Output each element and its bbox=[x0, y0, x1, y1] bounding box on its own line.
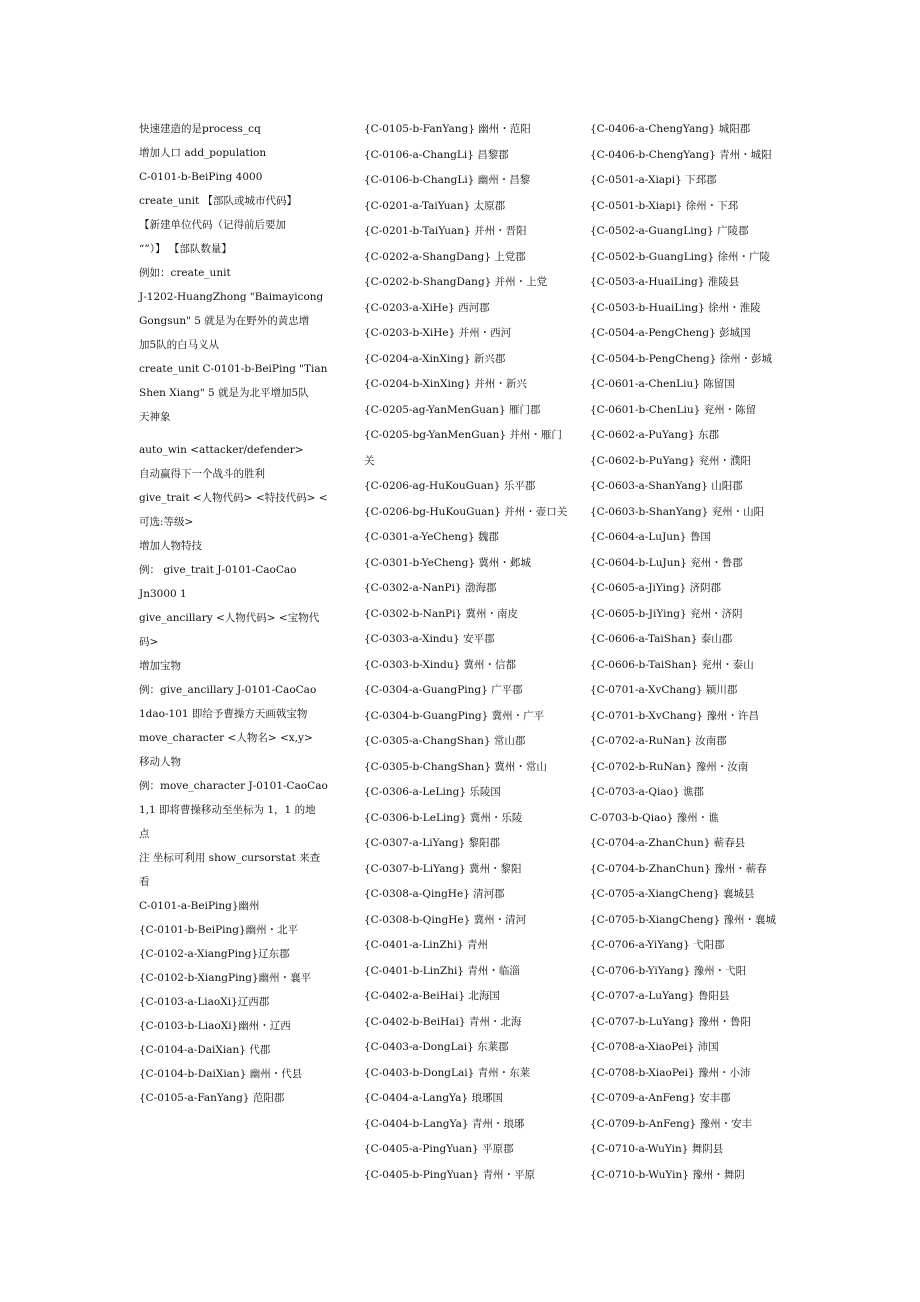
right-column-line: {C-0707-a-LuYang} 鲁阳县 bbox=[590, 990, 730, 1002]
middle-column-line: {C-0105-b-FanYang} 幽州・范阳 bbox=[364, 123, 531, 135]
left-column-line: 例：give_ancillary J-0101-CaoCao bbox=[139, 684, 317, 696]
middle-column-line: {C-0106-a-ChangLi} 昌黎郡 bbox=[364, 148, 509, 161]
right-column-line: {C-0710-b-WuYin} 豫州・舞阴 bbox=[590, 1168, 745, 1181]
middle-column-line: {C-0401-b-LinZhi} 青州・临淄 bbox=[364, 964, 520, 977]
middle-column-line: {C-0203-a-XiHe} 西河郡 bbox=[364, 301, 490, 314]
middle-column-line: {C-0308-a-QingHe} 清河郡 bbox=[364, 888, 505, 900]
middle-column-line: {C-0307-a-LiYang} 黎阳郡 bbox=[364, 837, 501, 849]
left-column-line: create_unit 【部队或城市代码】 bbox=[139, 195, 297, 207]
left-column-line: 增加人口 add_population bbox=[139, 147, 267, 159]
right-column-line: {C-0501-a-Xiapi} 下邳郡 bbox=[590, 174, 717, 186]
middle-column-line: {C-0304-b-GuangPing} 冀州・广平 bbox=[364, 709, 545, 722]
left-column-line: {C-0103-a-LiaoXi}辽西郡 bbox=[139, 996, 270, 1008]
right-column-line: {C-0707-b-LuYang} 豫州・鲁阳 bbox=[590, 1015, 751, 1028]
middle-column-line: {C-0202-a-ShangDang} 上党郡 bbox=[364, 250, 526, 263]
left-column-line: 天神象 bbox=[139, 411, 171, 423]
right-column-line: {C-0503-a-HuaiLing} 淮陵县 bbox=[590, 276, 740, 288]
left-column-line: Jn3000 1 bbox=[139, 588, 187, 600]
right-column bbox=[590, 117, 810, 1188]
middle-column-line: {C-0402-b-BeiHai} 青州・北海 bbox=[364, 1015, 522, 1028]
right-column-line: C-0703-b-Qiao} 豫州・谯 bbox=[590, 811, 719, 824]
right-column-line: {C-0603-b-ShanYang} 兖州・山阳 bbox=[590, 505, 765, 518]
right-column-line: {C-0605-a-JiYing} 济阴郡 bbox=[590, 582, 722, 594]
right-column-line: {C-0603-a-ShanYang} 山阳郡 bbox=[590, 480, 743, 492]
left-column-line: {C-0101-b-BeiPing}幽州・北平 bbox=[139, 924, 299, 936]
left-column-line: 码> bbox=[139, 636, 159, 648]
left-column-line: {C-0102-a-XiangPing}辽东郡 bbox=[139, 948, 290, 960]
middle-column-line: {C-0304-a-GuangPing} 广平郡 bbox=[364, 684, 523, 696]
middle-column-line: {C-0204-b-XinXing} 并州・新兴 bbox=[364, 378, 527, 390]
left-column-line: 加5队的白马义从 bbox=[139, 339, 220, 351]
middle-column-line: {C-0308-b-QingHe} 冀州・清河 bbox=[364, 913, 527, 926]
right-column-line: {C-0702-b-RuNan} 豫州・汝南 bbox=[590, 760, 749, 773]
middle-column-line: {C-0405-b-PingYuan} 青州・平原 bbox=[364, 1168, 536, 1181]
right-column-line: {C-0710-a-WuYin} 舞阴县 bbox=[590, 1143, 724, 1155]
middle-column-line: {C-0201-b-TaiYuan} 并州・晋阳 bbox=[364, 225, 527, 237]
right-column-line: {C-0601-a-ChenLiu} 陈留国 bbox=[590, 378, 735, 390]
right-column-line: {C-0602-b-PuYang} 兖州・濮阳 bbox=[590, 454, 752, 467]
middle-column bbox=[364, 117, 576, 1188]
middle-column-line: {C-0305-b-ChangShan} 冀州・常山 bbox=[364, 760, 547, 773]
middle-column-line: {C-0205-bg-YanMenGuan} 并州・雁门 bbox=[364, 429, 562, 441]
middle-column-line: {C-0404-a-LangYa} 琅琊国 bbox=[364, 1092, 503, 1104]
middle-column-line: {C-0205-ag-YanMenGuan} 雁门郡 bbox=[364, 403, 541, 416]
left-column-line: {C-0104-a-DaiXian} 代郡 bbox=[139, 1044, 271, 1056]
right-column-line: {C-0602-a-PuYang} 东郡 bbox=[590, 429, 720, 441]
left-column-line: 可选:等级> bbox=[139, 516, 194, 528]
right-column-line: {C-0708-b-XiaoPei} 豫州・小沛 bbox=[590, 1066, 751, 1079]
left-column-line: 1,1 即将曹操移动至坐标为 1，1 的地 bbox=[139, 804, 316, 816]
middle-column-line: {C-0402-a-BeiHai} 北海国 bbox=[364, 990, 500, 1002]
right-column-line: {C-0704-b-ZhanChun} 豫州・蕲春 bbox=[590, 862, 767, 875]
middle-column-line: {C-0206-ag-HuKouGuan} 乐平郡 bbox=[364, 480, 536, 492]
right-column-line: {C-0504-a-PengCheng} 彭城国 bbox=[590, 327, 751, 339]
left-column-line: 1dao-101 即给予曹操方天画戟宝物 bbox=[139, 708, 308, 720]
middle-column-line: {C-0206-bg-HuKouGuan} 并州・壶口关 bbox=[364, 505, 568, 518]
middle-column-line: {C-0302-a-NanPi} 渤海郡 bbox=[364, 582, 497, 594]
middle-column-line: {C-0203-b-XiHe} 并州・西河 bbox=[364, 327, 512, 339]
middle-column-line: {C-0306-b-LeLing} 冀州・乐陵 bbox=[364, 811, 523, 824]
left-column-line: auto_win <attacker/defender> bbox=[139, 444, 304, 456]
left-column-line: give_trait <人物代码> <特技代码> < bbox=[139, 492, 328, 504]
middle-column-line: {C-0305-a-ChangShan} 常山郡 bbox=[364, 735, 526, 747]
middle-column-line: {C-0403-a-DongLai} 东莱郡 bbox=[364, 1041, 509, 1053]
right-column-line: {C-0706-b-YiYang} 豫州・弋阳 bbox=[590, 964, 747, 977]
middle-column-line: {C-0201-a-TaiYuan} 太原郡 bbox=[364, 199, 506, 212]
middle-column-line: {C-0301-b-YeCheng} 冀州・邺城 bbox=[364, 556, 531, 569]
right-column-line: {C-0706-a-YiYang} 弋阳郡 bbox=[590, 939, 725, 951]
left-column-line: 点 bbox=[139, 828, 150, 840]
right-column-line: {C-0502-a-GuangLing} 广陵郡 bbox=[590, 225, 749, 237]
right-column-line: {C-0606-b-TaiShan} 兖州・泰山 bbox=[590, 658, 754, 671]
left-column-line: 看 bbox=[139, 876, 150, 888]
middle-column-line: {C-0403-b-DongLai} 青州・东莱 bbox=[364, 1066, 531, 1079]
right-column-line: {C-0502-b-GuangLing} 徐州・广陵 bbox=[590, 250, 771, 263]
left-column-line: Gongsun" 5 就是为在野外的黄忠增 bbox=[139, 315, 310, 327]
middle-column-line: {C-0302-b-NanPi} 冀州・南皮 bbox=[364, 607, 518, 620]
right-column-line: {C-0703-a-Qiao} 谯郡 bbox=[590, 786, 704, 798]
middle-column-line: {C-0306-a-LeLing} 乐陵国 bbox=[364, 786, 501, 798]
middle-column-line: {C-0301-a-YeCheng} 魏郡 bbox=[364, 531, 499, 543]
left-column-line: Shen Xiang" 5 就是为北平增加5队 bbox=[139, 387, 309, 399]
middle-column-line: {C-0303-a-Xindu} 安平郡 bbox=[364, 633, 495, 645]
right-column-line: {C-0503-b-HuaiLing} 徐州・淮陵 bbox=[590, 301, 761, 314]
left-column-line: 快速建造的是process_cq bbox=[139, 123, 261, 135]
left-column-line: 增加宝物 bbox=[139, 660, 181, 672]
left-column-line: 移动人物 bbox=[139, 756, 181, 768]
right-column-line: {C-0708-a-XiaoPei} 沛国 bbox=[590, 1041, 719, 1053]
left-column-line: 自动赢得下一个战斗的胜利 bbox=[139, 468, 265, 480]
left-column-line: {C-0102-b-XiangPing}幽州・襄平 bbox=[139, 972, 312, 984]
middle-column-line: {C-0405-a-PingYuan} 平原郡 bbox=[364, 1143, 514, 1155]
left-column-line: C-0101-b-BeiPing 4000 bbox=[139, 171, 263, 183]
left-column-line: {C-0105-a-FanYang} 范阳郡 bbox=[139, 1092, 285, 1104]
right-column-line: {C-0701-b-XvChang} 豫州・许昌 bbox=[590, 709, 759, 722]
middle-column-line: {C-0303-b-Xindu} 冀州・信都 bbox=[364, 658, 517, 671]
right-column-line: {C-0704-a-ZhanChun} 蕲春县 bbox=[590, 837, 746, 849]
right-column-line: {C-0702-a-RuNan} 汝南郡 bbox=[590, 735, 727, 747]
left-column-line: create_unit C-0101-b-BeiPing "Tian bbox=[139, 363, 328, 375]
right-column-line: {C-0501-b-Xiapi} 徐州・下邳 bbox=[590, 199, 739, 212]
left-column-line: “”）】 【部队数量】 bbox=[139, 243, 232, 255]
left-column-line: {C-0104-b-DaiXian} 幽州・代县 bbox=[139, 1068, 303, 1080]
left-column-line: 例： give_trait J-0101-CaoCao bbox=[139, 564, 297, 576]
right-column-line: {C-0601-b-ChenLiu} 兖州・陈留 bbox=[590, 403, 757, 416]
middle-column-line: 关 bbox=[364, 454, 375, 467]
middle-column-line: {C-0401-a-LinZhi} 青州 bbox=[364, 939, 488, 951]
left-column-line: J-1202-HuangZhong "Baimayicong bbox=[139, 291, 324, 303]
left-column-line: give_ancillary <人物代码> <宝物代 bbox=[139, 612, 320, 624]
right-column-line: {C-0606-a-TaiShan} 泰山郡 bbox=[590, 633, 733, 645]
right-column-line: {C-0705-b-XiangCheng} 豫州・襄城 bbox=[590, 913, 777, 926]
middle-column-line: {C-0307-b-LiYang} 冀州・黎阳 bbox=[364, 862, 522, 875]
right-column-line: {C-0705-a-XiangCheng} 襄城县 bbox=[590, 888, 755, 900]
right-column-line: {C-0604-a-LuJun} 鲁国 bbox=[590, 531, 711, 543]
right-column-line: {C-0605-b-JiYing} 兖州・济阴 bbox=[590, 607, 743, 620]
right-column-line: {C-0406-a-ChengYang} 城阳郡 bbox=[590, 123, 751, 135]
left-column-line: {C-0103-b-LiaoXi}幽州・辽西 bbox=[139, 1020, 291, 1032]
middle-column-line: {C-0202-b-ShangDang} 并州・上党 bbox=[364, 276, 548, 288]
left-column-line: 注 坐标可利用 show_cursorstat 来查 bbox=[139, 852, 321, 864]
right-column-line: {C-0709-b-AnFeng} 豫州・安丰 bbox=[590, 1117, 753, 1130]
left-column-line: C-0101-a-BeiPing}幽州 bbox=[139, 900, 260, 912]
right-column-line: {C-0604-b-LuJun} 兖州・鲁郡 bbox=[590, 556, 743, 569]
left-column-line: 例如：create_unit bbox=[139, 267, 231, 279]
right-column-line: {C-0504-b-PengCheng} 徐州・彭城 bbox=[590, 352, 773, 365]
left-column-line: 【新建单位代码（记得前后要加 bbox=[139, 219, 286, 231]
right-column-line: {C-0406-b-ChengYang} 青州・城阳 bbox=[590, 148, 772, 161]
left-column-line: 例：move_character J-0101-CaoCao bbox=[139, 780, 328, 792]
right-column-line: {C-0709-a-AnFeng} 安丰郡 bbox=[590, 1092, 731, 1104]
left-column bbox=[139, 117, 339, 1110]
middle-column-line: {C-0404-b-LangYa} 青州・琅琊 bbox=[364, 1117, 525, 1130]
middle-column-line: {C-0106-b-ChangLi} 幽州・昌黎 bbox=[364, 174, 531, 186]
left-column-line: 增加人物特技 bbox=[139, 540, 202, 552]
right-column-line: {C-0701-a-XvChang} 颍川郡 bbox=[590, 684, 738, 696]
left-column-line: move_character <人物名> <x,y> bbox=[139, 732, 313, 744]
middle-column-line: {C-0204-a-XinXing} 新兴郡 bbox=[364, 352, 506, 365]
